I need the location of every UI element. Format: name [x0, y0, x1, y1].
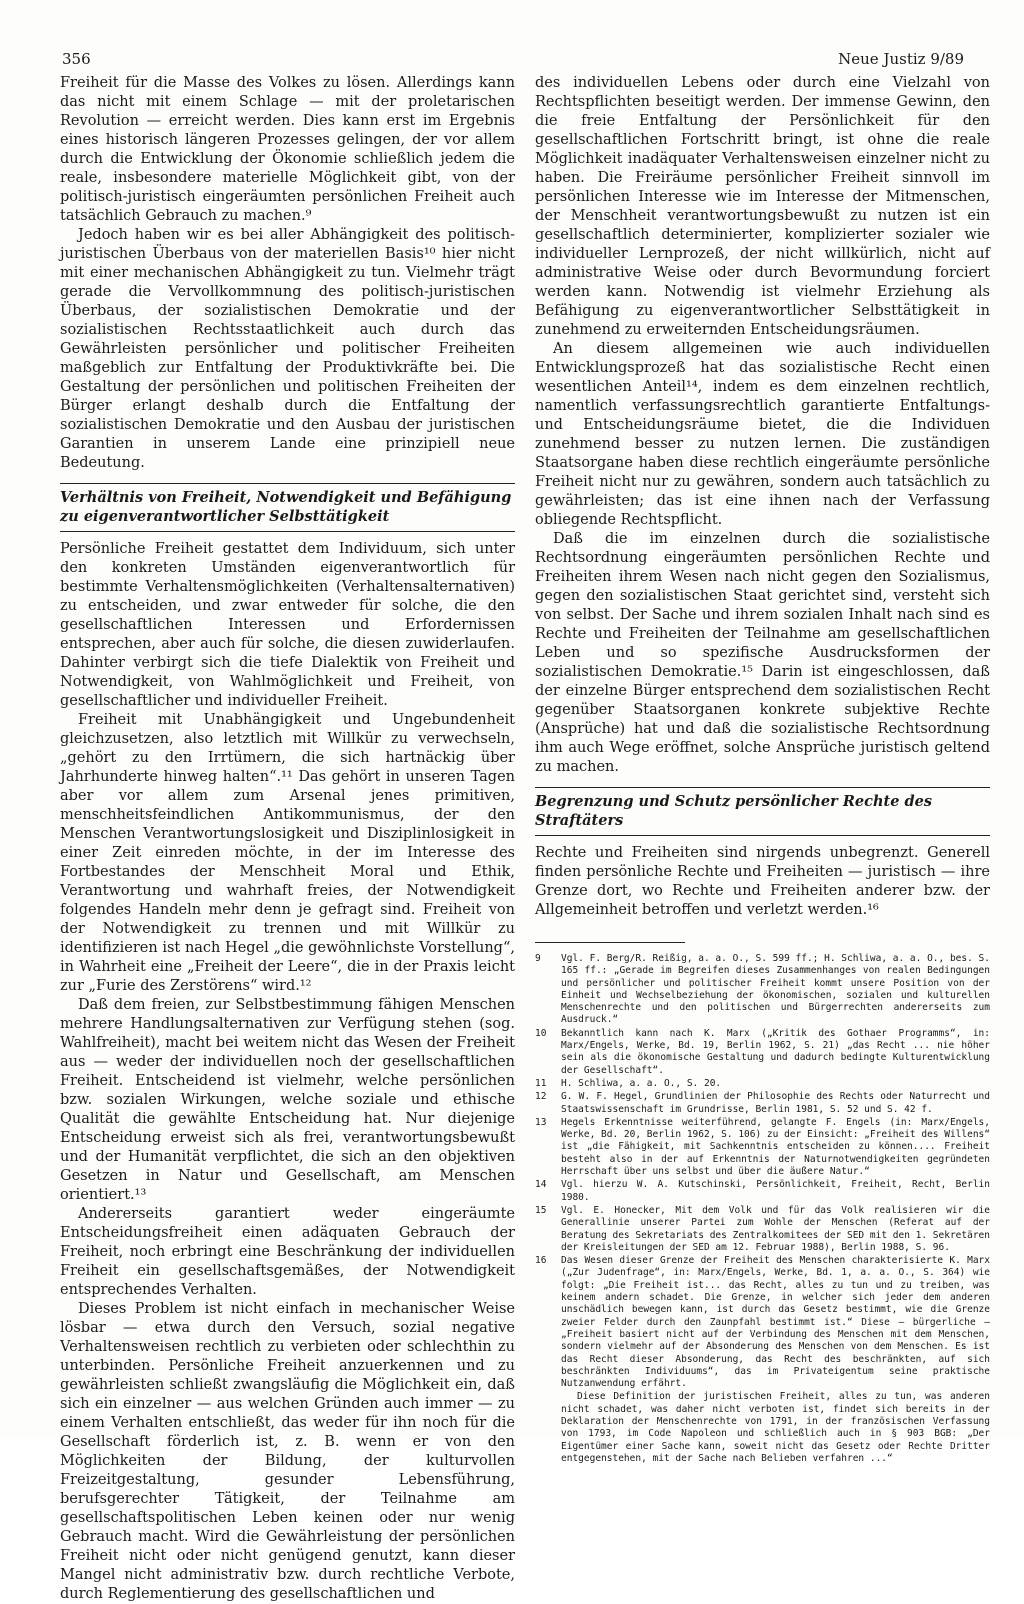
body-paragraph: Freiheit mit Unabhängigkeit und Ungebundenheit gleichzusetzen, also letztlich mit Willkür zu verwechseln, „gehört zu den Irrtümern, die sich hartnäckig über Jahrhunderte hinweg halten“.¹¹ Das gehört in unseren Tagen aber vor allem zum Arsenal jenes primitiven, menschheitsfeindlichen Antikommunismus, der den Menschen Verantwortungslosigkeit und Disziplinlosigkeit in einer Zeit einreden möchte, in der im Interesse des Fortbestandes der Menschheit Moral und Ethik, Verantwortung und wahrhaft freies, der Notwendigkeit folgendes Handeln mehr denn je gefragt sind. Freiheit von der Notwendigkeit zu trennen und mit Willkür zu identifizieren ist nach Hegel „die gewöhnlichste Vorstellung“, in Wahrheit eine „Freiheit der Leere“, die in der Praxis leicht zur „Furie des Zerstörens“ wird.¹² — [60, 712, 515, 994]
footnote-text: Bekanntlich kann nach K. Marx („Kritik des Gothaer Programms“, in: Marx/Engels, Werke, Bd. 19, Berlin 1962, S. 21) „das Recht ... nie höher sein als die ökonomische Gestaltung und dadurch bedingte Kulturentwicklung der Gesellschaft“. — [561, 1027, 990, 1076]
section-heading-box — [60, 483, 515, 532]
footnote-number: 10 — [535, 1027, 547, 1039]
footnote-text: G. W. F. Hegel, Grundlinien der Philosophie des Rechts oder Naturrecht und Staatswissenschaft im Grundrisse, Berlin 1981, S. 52 und S. 42 f. — [561, 1091, 990, 1115]
body-paragraph: Freiheit für die Masse des Volkes zu lösen. Allerdings kann das nicht mit einem Schlage — mit der proletarischen Revolution — erreicht werden. Dies kann erst im Ergebnis eines historisch längeren Prozesses gelingen, der vor allem durch die Entwicklung der Ökonomie schließlich jedem die reale, insbesondere materielle Möglichkeit gibt, von der politisch-juristisch eingeräumten persönlichen Freiheit auch tatsächlich Gebrauch zu machen.⁹ — [60, 75, 515, 224]
footnote — [535, 1078, 990, 1090]
footnote — [535, 953, 990, 1027]
footnote-number: 15 — [535, 1204, 547, 1216]
footnote — [535, 1205, 990, 1254]
footnote-number: 13 — [535, 1116, 547, 1128]
footnote-text: H. Schliwa, a. a. O., S. 20. — [561, 1077, 722, 1089]
section-heading: Begrenzung und Schutz persönlicher Rechte des Straftäters — [535, 793, 932, 829]
footnote-text: Vgl. hierzu W. A. Kutschinski, Persönlichkeit, Freiheit, Recht, Berlin 1980. — [561, 1179, 990, 1203]
footnote — [535, 1255, 990, 1390]
footnotes-list — [535, 953, 990, 1390]
footnote — [535, 1179, 990, 1204]
body-paragraph: Dieses Problem ist nicht einfach in mechanischer Weise lösbar — etwa durch den Versuch, sozial negative Verhaltensweisen rechtlich zu verbieten oder schlechthin zu unterbinden. Persönliche Freiheit anzuerkennen und zu gewährleisten schließt zwangsläufig die Möglichkeit ein, daß sich ein einzelner — aus welchen Gründen auch immer — zu einem Verhalten entschließt, das weder für ihn noch für die Gesellschaft förderlich ist, z. B. wenn er von den Möglichkeiten der Bildung, der kulturvollen Freizeitgestaltung, gesunder Lebensführung, berufsgerechter Tätigkeit, der Teilnahme am gesellschaftspolitischen Leben keinen oder nur wenig Gebrauch macht. Wird die Gewährleistung der persönlichen Freiheit nicht oder nicht genügend genutzt, kann dieser Mangel nicht administrativ bzw. durch rechtliche Verbote, durch Reglementierung des gesellschaftlichen und — [60, 1301, 515, 1602]
journal-title: Neue Justiz 9/89 — [838, 50, 964, 68]
footnote-number: 11 — [535, 1077, 547, 1089]
section-heading: Verhältnis von Freiheit, Notwendigkeit und Befähigung zu eigenverantwortlicher Selbsttätigkeit — [60, 489, 512, 525]
footnote-divider — [535, 942, 685, 943]
body-paragraph: Jedoch haben wir es bei aller Abhängigkeit des politisch-juristischen Überbaus von der materiellen Basis¹⁰ hier nicht mit einer mechanischen Abhängigkeit zu tun. Vielmehr trägt gerade die Vervollkommnung des politisch-juristischen Überbaus, der sozialistischen Demokratie und der sozialistischen Rechtsstaatlichkeit auch durch das Gewährleisten persönlicher und politischer Freiheiten maßgeblich zur Entfaltung der Produktivkräfte bei. Die Gestaltung der persönlichen und politischen Freiheiten der Bürger erlangt deshalb durch die Entfaltung der sozialistischen Demokratie und den Ausbau der juristischen Garantien in unserem Lande eine prinzipiell neue Bedeutung. — [60, 227, 515, 471]
footnote-text: Vgl. F. Berg/R. Reißig, a. a. O., S. 599 ff.; H. Schliwa, a. a. O., bes. S. 165 ff.: „Gerade im Begreifen dieses Zusammenhanges von realen Bedingungen und persönlicher und politischer Freiheit kommt unsere Position von der Einheit und Wechselbeziehung der ökonomischen, sozialen und kulturellen Menschenrechte und den politischen und Bürgerrechten andererseits zum Ausdruck.“ — [561, 953, 990, 1026]
footnote-number: 9 — [535, 953, 541, 964]
footnote-text: Das Wesen dieser Grenze der Freiheit des Menschen charakterisierte K. Marx („Zur Judenfrage“, in: Marx/Engels, Werke, Bd. 1, a. a. O., S. 364) wie folgt: „Die Freiheit ist... das Recht, alles zu tun und zu treiben, was keinem andern schadet. Die Grenze, in welcher sich jeder dem anderen unschädlich bewegen kann, ist durch das Gesetz bestimmt, wie die Grenze zweier Felder durch den Zaunpfahl bestimmt ist.“ Diese — bürgerliche — „Freiheit basiert nicht auf der Verbindung des Menschen mit dem Menschen, sondern vielmehr auf der Absonderung des Menschen von dem Menschen. Es ist das Recht dieser Absonderung, das Recht des beschränkten, auf sich beschränkten Individuums“, das im Privateigentum seine praktische Nutzanwendung erfährt. — [561, 1255, 990, 1390]
footnote-number: 14 — [535, 1179, 547, 1191]
body-paragraph: Persönliche Freiheit gestattet dem Individuum, sich unter den konkreten Umständen eigenverantwortlich für bestimmte Verhaltensmöglichkeiten (Verhaltensalternativen) zu entscheiden, und zwar entweder für solche, die den gesellschaftlichen Interessen und Erfordernissen entsprechen, aber auch für solche, die diesen zuwiderlaufen. Dahinter verbirgt sich die tiefe Dialektik von Freiheit und Notwendigkeit, von Wahlmöglichkeit und Freiheit, von gesellschaftlicher und individueller Freiheit. — [60, 541, 515, 709]
body-paragraph: Rechte und Freiheiten sind nirgends unbegrenzt. Generell finden persönliche Rechte und Freiheiten — juristisch — ihre Grenze dort, wo Rechte und Freiheiten anderer bzw. der Allgemeinheit betroffen und verletzt werden.¹⁶ — [535, 845, 990, 918]
footnote — [535, 1117, 990, 1178]
footnote-continuation: Diese Definition der juristischen Freiheit, alles zu tun, was anderen nicht schadet, was daher nicht verboten ist, findet sich bereits in der Deklaration der Menschenrechte von 1791, in der französischen Verfassung von 1793, im Code Napoleon und schließlich auch in § 903 BGB: „Der Eigentümer einer Sache kann, soweit nicht das Gesetz oder Rechte Dritter entgegenstehen, mit der Sache nach Belieben verfahren ...“ — [561, 1391, 990, 1464]
section-heading-box — [535, 787, 990, 836]
footnote-text: Vgl. E. Honecker, Mit dem Volk und für das Volk realisieren wir die Generallinie unserer Partei zum Wohle der Menschen (Referat auf der Beratung des Sekretariats des Zentralkomitees der SED mit den 1. Sekretären der Kreisleitungen der SED am 12. Februar 1988), Berlin 1988, S. 96. — [561, 1204, 990, 1253]
footnote — [535, 1091, 990, 1116]
footnote — [535, 1028, 990, 1077]
body-paragraph: An diesem allgemeinen wie auch individuellen Entwicklungsprozeß hat das sozialistische Recht einen wesentlichen Anteil¹⁴, indem es dem einzelnen rechtlich, namentlich verfassungsrechtlich garantierte Entfaltungs- und Entscheidungsräume bietet, die die Individuen zunehmend besser zu nutzen lernen. Die zuständigen Staatsorgane haben diese rechtlich eingeräumte persönliche Freiheit nicht nur zu gewähren, sondern auch tatsächlich zu gewährleisten; das ist eine ihnen nach der Verfassung obliegende Rechtspflicht. — [535, 341, 990, 528]
body-paragraph: Daß dem freien, zur Selbstbestimmung fähigen Menschen mehrere Handlungsalternativen zur Verfügung stehen (sog. Wahlfreiheit), macht bei weitem nicht das Wesen der Freiheit aus — weder der individuellen noch der gesellschaftlichen Freiheit. Entscheidend ist vielmehr, welche persönlichen bzw. sozialen Wirkungen, welche soziale und ethische Qualität die gewählte Entscheidung hat. Nur diejenige Entscheidung erweist sich als frei, verantwortungsbewußt und der Humanität verpflichtet, die sich an den objektiven Gesetzen in Natur und Gesellschaft, am Menschen orientiert.¹³ — [60, 997, 515, 1203]
body-paragraph: des individuellen Lebens oder durch eine Vielzahl von Rechtspflichten beseitigt werden. Der immense Gewinn, den die freie Entfaltung der Persönlichkeit für den gesellschaftlichen Fortschritt bringt, ist ohne die reale Möglichkeit inadäquater Verhaltensweisen einzelner nicht zu haben. Die Freiräume persönlicher Freiheit sinnvoll im persönlichen Interesse wie im Interesse der Mitmenschen, der Menschheit verantwortungsbewußt zu nutzen ist ein gesellschaftlich determinierter, komplizierter sozialer wie individueller Lernprozeß, der nicht willkürlich, nicht auf administrative Weise oder durch Bevormundung forciert werden kann. Notwendig ist vielmehr Erziehung als Befähigung zu eigenverantwortlicher Selbsttätigkeit in zunehmend zu erweiternden Entscheidungsräumen. — [535, 75, 990, 338]
left-column — [60, 74, 515, 1604]
right-column — [535, 74, 990, 1465]
body-paragraph: Andererseits garantiert weder eingeräumte Entscheidungsfreiheit einen adäquaten Gebrauch der Freiheit, noch erbringt eine Beschränkung der individuellen Freiheit ein gesellschaftsgemäßes, der Notwendigkeit entsprechendes Verhalten. — [60, 1206, 515, 1298]
footnote-text: Hegels Erkenntnisse weiterführend, gelangte F. Engels (in: Marx/Engels, Werke, Bd. 20, Berlin 1962, S. 106) zu der Einsicht: „Freiheit des Willens“ ist „die Fähigkeit, mit Sachkenntnis entscheiden zu können.... Freiheit besteht also in der auf Erkenntnis der Naturnotwendigkeiten gegründeten Herrschaft über uns selbst und über die äußere Natur.“ — [561, 1116, 990, 1178]
footnote-number: 16 — [535, 1255, 547, 1267]
page-number: 356 — [62, 50, 91, 68]
footnote-number: 12 — [535, 1091, 547, 1103]
body-paragraph: Daß die im einzelnen durch die sozialistische Rechtsordnung eingeräumten persönlichen Rechte und Freiheiten ihrem Wesen nach nicht gegen den Sozialismus, gegen den sozialistischen Staat gerichtet sind, versteht sich von selbst. Der Sache und ihrem sozialen Inhalt nach sind es Rechte und Freiheiten der Teilnahme am gesellschaftlichen Leben und so spezifische Ausdrucksformen der sozialistischen Demokratie.¹⁵ Darin ist eingeschlossen, daß der einzelne Bürger entsprechend dem sozialistischen Recht gegenüber Staatsorganen konkrete subjektive Rechte (Ansprüche) hat und daß die sozialistische Rechtsordnung ihm auch Wege eröffnet, solche Ansprüche juristisch geltend zu machen. — [535, 531, 990, 775]
